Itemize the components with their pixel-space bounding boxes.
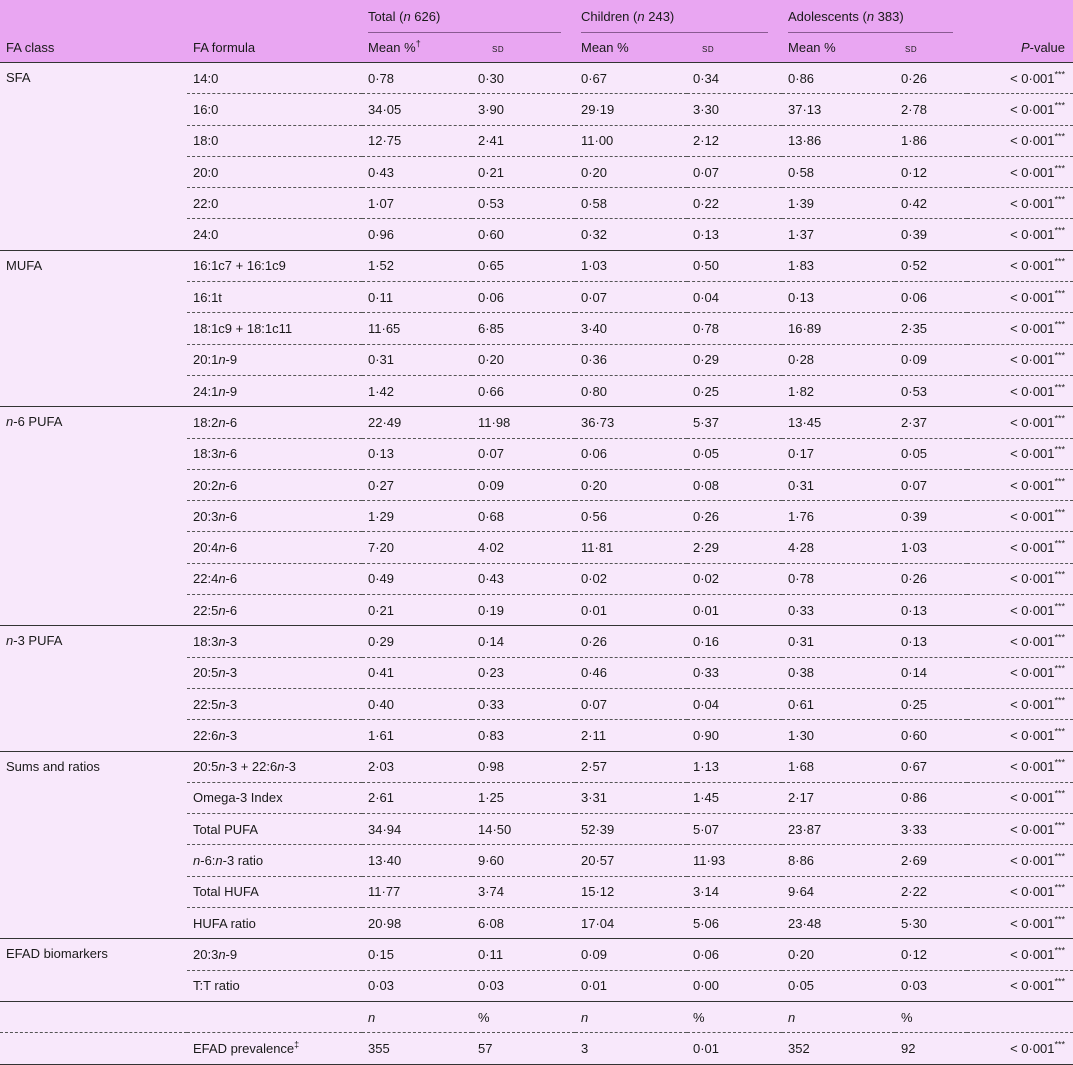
- total-sd-cell: 0·03: [472, 970, 575, 1001]
- total-mean-cell: 11·65: [362, 313, 472, 344]
- total-mean-cell: 1·52: [362, 250, 472, 281]
- pvalue-cell: < 0·001***: [967, 1033, 1073, 1064]
- col-header-pvalue: P-value: [1020, 40, 1066, 55]
- total-sd-cell: 2·41: [472, 125, 575, 156]
- total-sd-cell: 1·25: [472, 782, 575, 813]
- children-mean-cell: 0·07: [575, 282, 687, 313]
- adolescents-pct-cell: 92: [895, 1033, 967, 1064]
- table-row: [0, 626, 1073, 657]
- fa-formula-cell: 20:2n-6: [187, 469, 362, 500]
- children-sd-cell: 1·13: [687, 751, 782, 782]
- children-sd-cell: 0·16: [687, 626, 782, 657]
- children-mean-cell: 36·73: [575, 407, 687, 438]
- adolescents-n-cell: 352: [782, 1033, 895, 1064]
- total-sd-cell: 0·43: [472, 563, 575, 594]
- children-mean-cell: 3·31: [575, 782, 687, 813]
- total-mean-cell: 0·41: [362, 657, 472, 688]
- fa-formula-cell: 22:5n-3: [187, 688, 362, 719]
- children-mean-cell: 0·06: [575, 438, 687, 469]
- adolescents-mean-cell: 0·13: [782, 282, 895, 313]
- pvalue-cell: < 0·001***: [967, 657, 1073, 688]
- total-sd-cell: 0·83: [472, 720, 575, 751]
- total-sd-cell: 0·30: [472, 63, 575, 94]
- total-sd-cell: 0·53: [472, 188, 575, 219]
- total-sd-cell: 0·07: [472, 438, 575, 469]
- fa-formula-cell: 20:4n-6: [187, 532, 362, 563]
- children-sd-cell: 2·29: [687, 532, 782, 563]
- fa-class-cell: MUFA: [0, 250, 187, 406]
- children-mean-cell: 20·57: [575, 845, 687, 876]
- total-sd-cell: 0·60: [472, 219, 575, 250]
- adolescents-mean-cell: 1·83: [782, 250, 895, 281]
- total-mean-cell: 1·61: [362, 720, 472, 751]
- total-mean-cell: 0·03: [362, 970, 472, 1001]
- total-mean-cell: 7·20: [362, 532, 472, 563]
- total-mean-cell: 0·11: [362, 282, 472, 313]
- adolescents-sd-cell: 0·52: [895, 250, 967, 281]
- children-mean-cell: 15·12: [575, 876, 687, 907]
- children-sd-cell: 0·34: [687, 63, 782, 94]
- pvalue-cell: < 0·001***: [967, 407, 1073, 438]
- total-sd-cell: 3·74: [472, 876, 575, 907]
- adolescents-sd-cell: 0·39: [895, 219, 967, 250]
- pvalue-cell: < 0·001***: [967, 751, 1073, 782]
- adolescents-mean-cell: 0·31: [782, 626, 895, 657]
- adolescents-mean-cell: 0·61: [782, 688, 895, 719]
- group-header-children: Children (n 243): [575, 0, 782, 33]
- empty-cell: [0, 1001, 187, 1032]
- adolescents-mean-cell: 0·28: [782, 344, 895, 375]
- fa-formula-cell: 16:0: [187, 94, 362, 125]
- children-sd-cell: 3·14: [687, 876, 782, 907]
- adolescents-sd-cell: 0·09: [895, 344, 967, 375]
- children-sd-cell: 5·06: [687, 908, 782, 939]
- adolescents-sd-cell: 2·22: [895, 876, 967, 907]
- pvalue-cell: < 0·001***: [967, 438, 1073, 469]
- total-mean-cell: 2·61: [362, 782, 472, 813]
- pvalue-cell: < 0·001***: [967, 876, 1073, 907]
- adolescents-sd-cell: 0·13: [895, 595, 967, 626]
- adolescents-sd-cell: 2·37: [895, 407, 967, 438]
- pvalue-cell: < 0·001***: [967, 908, 1073, 939]
- empty-cell: [0, 1033, 187, 1064]
- adolescents-mean-cell: 8·86: [782, 845, 895, 876]
- total-sd-cell: 14·50: [472, 814, 575, 845]
- table-row: [0, 939, 1073, 970]
- pvalue-cell: < 0·001***: [967, 782, 1073, 813]
- total-sd-cell: 0·98: [472, 751, 575, 782]
- fa-class-cell: n-3 PUFA: [0, 626, 187, 751]
- pvalue-cell: < 0·001***: [967, 688, 1073, 719]
- children-sd-cell: 0·04: [687, 688, 782, 719]
- children-mean-cell: 0·26: [575, 626, 687, 657]
- col-header-children-mean: Mean %: [581, 40, 629, 55]
- pct-subheader: %: [472, 1001, 575, 1032]
- table-header: [0, 0, 1073, 63]
- total-mean-cell: 0·29: [362, 626, 472, 657]
- total-mean-cell: 0·96: [362, 219, 472, 250]
- group-header-adolescents: Adolescents (n 383): [782, 0, 967, 33]
- adolescents-sd-cell: 0·26: [895, 63, 967, 94]
- total-sd-cell: 0·68: [472, 501, 575, 532]
- total-mean-cell: 0·49: [362, 563, 472, 594]
- children-sd-cell: 0·26: [687, 501, 782, 532]
- group-header-total: Total (n 626): [362, 0, 575, 33]
- adolescents-mean-cell: 0·38: [782, 657, 895, 688]
- adolescents-mean-cell: 1·37: [782, 219, 895, 250]
- fa-formula-cell: 16:1c7 + 16:1c9: [187, 250, 362, 281]
- pvalue-cell: < 0·001***: [967, 626, 1073, 657]
- pvalue-cell: < 0·001***: [967, 344, 1073, 375]
- children-n-cell: 3: [575, 1033, 687, 1064]
- total-sd-cell: 3·90: [472, 94, 575, 125]
- children-mean-cell: 29·19: [575, 94, 687, 125]
- children-sd-cell: 0·05: [687, 438, 782, 469]
- adolescents-mean-cell: 1·82: [782, 375, 895, 406]
- fa-class-cell: n-6 PUFA: [0, 407, 187, 626]
- total-sd-cell: 0·09: [472, 469, 575, 500]
- adolescents-sd-cell: 2·78: [895, 94, 967, 125]
- adolescents-mean-cell: 0·78: [782, 563, 895, 594]
- children-mean-cell: 0·56: [575, 501, 687, 532]
- fa-formula-cell: Total HUFA: [187, 876, 362, 907]
- adolescents-mean-cell: 23·87: [782, 814, 895, 845]
- children-mean-cell: 52·39: [575, 814, 687, 845]
- adolescents-sd-cell: 0·53: [895, 375, 967, 406]
- pvalue-cell: < 0·001***: [967, 563, 1073, 594]
- col-header-children-sd: sd: [702, 43, 715, 55]
- total-mean-cell: 2·03: [362, 751, 472, 782]
- col-header-adolescents-sd: sd: [905, 43, 918, 55]
- children-mean-cell: 1·03: [575, 250, 687, 281]
- total-mean-cell: 0·40: [362, 688, 472, 719]
- pvalue-cell: < 0·001***: [967, 501, 1073, 532]
- pvalue-cell: < 0·001***: [967, 282, 1073, 313]
- children-sd-cell: 0·07: [687, 156, 782, 187]
- fa-formula-cell: n-6:n-3 ratio: [187, 845, 362, 876]
- children-sd-cell: 0·25: [687, 375, 782, 406]
- pvalue-cell: < 0·001***: [967, 156, 1073, 187]
- children-sd-cell: 0·90: [687, 720, 782, 751]
- children-mean-cell: 0·09: [575, 939, 687, 970]
- adolescents-sd-cell: 0·03: [895, 970, 967, 1001]
- adolescents-mean-cell: 16·89: [782, 313, 895, 344]
- total-sd-cell: 4·02: [472, 532, 575, 563]
- total-mean-cell: 22·49: [362, 407, 472, 438]
- total-sd-cell: 0·23: [472, 657, 575, 688]
- pvalue-cell: < 0·001***: [967, 939, 1073, 970]
- pvalue-cell: < 0·001***: [967, 814, 1073, 845]
- adolescents-mean-cell: 1·30: [782, 720, 895, 751]
- children-mean-cell: 0·20: [575, 156, 687, 187]
- children-sd-cell: 0·00: [687, 970, 782, 1001]
- children-sd-cell: 5·37: [687, 407, 782, 438]
- adolescents-sd-cell: 2·69: [895, 845, 967, 876]
- total-sd-cell: 0·14: [472, 626, 575, 657]
- children-mean-cell: 17·04: [575, 908, 687, 939]
- adolescents-mean-cell: 23·48: [782, 908, 895, 939]
- adolescents-sd-cell: 0·42: [895, 188, 967, 219]
- adolescents-sd-cell: 0·39: [895, 501, 967, 532]
- children-sd-cell: 3·30: [687, 94, 782, 125]
- adolescents-sd-cell: 5·30: [895, 908, 967, 939]
- pct-subheader: %: [895, 1001, 967, 1032]
- adolescents-mean-cell: 0·05: [782, 970, 895, 1001]
- count-subheader-row: [0, 1001, 1073, 1032]
- col-header-total-mean: Mean %†: [368, 38, 421, 55]
- children-sd-cell: 0·02: [687, 563, 782, 594]
- adolescents-sd-cell: 0·12: [895, 156, 967, 187]
- fa-formula-cell: 16:1t: [187, 282, 362, 313]
- adolescents-sd-cell: 3·33: [895, 814, 967, 845]
- adolescents-mean-cell: 13·86: [782, 125, 895, 156]
- group-n-children: (n 243): [633, 9, 675, 24]
- adolescents-mean-cell: 1·68: [782, 751, 895, 782]
- total-mean-cell: 1·42: [362, 375, 472, 406]
- children-mean-cell: 0·07: [575, 688, 687, 719]
- pvalue-cell: < 0·001***: [967, 250, 1073, 281]
- fa-formula-cell: 18:3n-3: [187, 626, 362, 657]
- total-mean-cell: 1·07: [362, 188, 472, 219]
- total-n-cell: 355: [362, 1033, 472, 1064]
- total-mean-cell: 11·77: [362, 876, 472, 907]
- children-sd-cell: 11·93: [687, 845, 782, 876]
- total-mean-cell: 20·98: [362, 908, 472, 939]
- adolescents-sd-cell: 0·05: [895, 438, 967, 469]
- fa-formula-cell: 22:4n-6: [187, 563, 362, 594]
- adolescents-sd-cell: 0·26: [895, 563, 967, 594]
- pvalue-cell: < 0·001***: [967, 63, 1073, 94]
- fa-formula-cell: EFAD prevalence‡: [187, 1033, 362, 1064]
- total-mean-cell: 0·27: [362, 469, 472, 500]
- pvalue-cell: < 0·001***: [967, 469, 1073, 500]
- fa-formula-cell: 24:1n-9: [187, 375, 362, 406]
- children-mean-cell: 0·02: [575, 563, 687, 594]
- total-mean-cell: 0·43: [362, 156, 472, 187]
- total-mean-cell: 0·13: [362, 438, 472, 469]
- adolescents-sd-cell: 1·03: [895, 532, 967, 563]
- fa-formula-cell: 20:0: [187, 156, 362, 187]
- pvalue-cell: < 0·001***: [967, 720, 1073, 751]
- fa-formula-cell: 18:3n-6: [187, 438, 362, 469]
- adolescents-mean-cell: 2·17: [782, 782, 895, 813]
- fa-class-cell: Sums and ratios: [0, 751, 187, 939]
- fa-formula-cell: 14:0: [187, 63, 362, 94]
- children-mean-cell: 0·32: [575, 219, 687, 250]
- fa-formula-cell: 20:5n-3: [187, 657, 362, 688]
- children-mean-cell: 0·58: [575, 188, 687, 219]
- total-mean-cell: 1·29: [362, 501, 472, 532]
- total-mean-cell: 0·21: [362, 595, 472, 626]
- n-subheader: n: [362, 1001, 472, 1032]
- pvalue-cell: < 0·001***: [967, 125, 1073, 156]
- children-sd-cell: 0·22: [687, 188, 782, 219]
- fa-formula-cell: 20:5n-3 + 22:6n-3: [187, 751, 362, 782]
- children-mean-cell: 0·80: [575, 375, 687, 406]
- children-sd-cell: 0·04: [687, 282, 782, 313]
- total-mean-cell: 34·94: [362, 814, 472, 845]
- children-sd-cell: 2·12: [687, 125, 782, 156]
- adolescents-mean-cell: 13·45: [782, 407, 895, 438]
- total-sd-cell: 0·33: [472, 688, 575, 719]
- adolescents-sd-cell: 2·35: [895, 313, 967, 344]
- empty-cell: [967, 1001, 1073, 1032]
- adolescents-mean-cell: 0·58: [782, 156, 895, 187]
- fa-formula-cell: 20:3n-9: [187, 939, 362, 970]
- children-mean-cell: 3·40: [575, 313, 687, 344]
- adolescents-sd-cell: 0·06: [895, 282, 967, 313]
- children-sd-cell: 0·06: [687, 939, 782, 970]
- total-mean-cell: 12·75: [362, 125, 472, 156]
- children-sd-cell: 5·07: [687, 814, 782, 845]
- total-pct-cell: 57: [472, 1033, 575, 1064]
- fa-formula-cell: 18:1c9 + 18:1c11: [187, 313, 362, 344]
- children-sd-cell: 0·33: [687, 657, 782, 688]
- adolescents-sd-cell: 0·67: [895, 751, 967, 782]
- fa-class-cell: EFAD biomarkers: [0, 939, 187, 1002]
- fa-formula-cell: 20:3n-6: [187, 501, 362, 532]
- pvalue-cell: < 0·001***: [967, 188, 1073, 219]
- total-mean-cell: 13·40: [362, 845, 472, 876]
- table-row: [0, 407, 1073, 438]
- col-header-total-sd: sd: [492, 43, 505, 55]
- adolescents-mean-cell: 1·39: [782, 188, 895, 219]
- adolescents-sd-cell: 0·12: [895, 939, 967, 970]
- n-subheader: n: [782, 1001, 895, 1032]
- children-sd-cell: 0·50: [687, 250, 782, 281]
- pvalue-cell: < 0·001***: [967, 313, 1073, 344]
- pvalue-cell: < 0·001***: [967, 532, 1073, 563]
- total-mean-cell: 0·78: [362, 63, 472, 94]
- children-mean-cell: 0·01: [575, 595, 687, 626]
- fa-formula-cell: Omega-3 Index: [187, 782, 362, 813]
- total-sd-cell: 11·98: [472, 407, 575, 438]
- children-mean-cell: 0·36: [575, 344, 687, 375]
- adolescents-sd-cell: 0·07: [895, 469, 967, 500]
- children-sd-cell: 0·78: [687, 313, 782, 344]
- children-pct-cell: 0·01: [687, 1033, 782, 1064]
- pvalue-cell: < 0·001***: [967, 970, 1073, 1001]
- fa-formula-cell: 22:0: [187, 188, 362, 219]
- adolescents-mean-cell: 1·76: [782, 501, 895, 532]
- total-sd-cell: 0·21: [472, 156, 575, 187]
- adolescents-mean-cell: 0·86: [782, 63, 895, 94]
- total-sd-cell: 6·08: [472, 908, 575, 939]
- fa-formula-cell: 18:2n-6: [187, 407, 362, 438]
- table-row: [0, 250, 1073, 281]
- adolescents-sd-cell: 1·86: [895, 125, 967, 156]
- children-sd-cell: 0·01: [687, 595, 782, 626]
- children-mean-cell: 2·11: [575, 720, 687, 751]
- fa-formula-cell: 22:5n-6: [187, 595, 362, 626]
- adolescents-mean-cell: 37·13: [782, 94, 895, 125]
- children-sd-cell: 0·08: [687, 469, 782, 500]
- n-subheader: n: [575, 1001, 687, 1032]
- children-sd-cell: 1·45: [687, 782, 782, 813]
- children-mean-cell: 2·57: [575, 751, 687, 782]
- adolescents-mean-cell: 4·28: [782, 532, 895, 563]
- adolescents-mean-cell: 0·31: [782, 469, 895, 500]
- total-sd-cell: 0·65: [472, 250, 575, 281]
- children-sd-cell: 0·13: [687, 219, 782, 250]
- adolescents-sd-cell: 0·13: [895, 626, 967, 657]
- total-sd-cell: 0·66: [472, 375, 575, 406]
- children-mean-cell: 0·46: [575, 657, 687, 688]
- fa-class-cell: SFA: [0, 63, 187, 251]
- fa-formula-cell: 22:6n-3: [187, 720, 362, 751]
- table-row: [0, 63, 1073, 94]
- children-mean-cell: 11·81: [575, 532, 687, 563]
- fa-formula-cell: 24:0: [187, 219, 362, 250]
- adolescents-sd-cell: 0·60: [895, 720, 967, 751]
- children-mean-cell: 0·67: [575, 63, 687, 94]
- total-mean-cell: 34·05: [362, 94, 472, 125]
- adolescents-sd-cell: 0·25: [895, 688, 967, 719]
- total-sd-cell: 9·60: [472, 845, 575, 876]
- efad-prevalence-row: [0, 1033, 1073, 1064]
- col-header-fa-class: FA class: [6, 40, 55, 55]
- table-body: [0, 63, 1073, 1065]
- adolescents-mean-cell: 0·20: [782, 939, 895, 970]
- table-row: [0, 751, 1073, 782]
- adolescents-mean-cell: 0·33: [782, 595, 895, 626]
- fa-formula-cell: Total PUFA: [187, 814, 362, 845]
- empty-cell: [187, 1001, 362, 1032]
- fa-formula-cell: 20:1n-9: [187, 344, 362, 375]
- adolescents-mean-cell: 9·64: [782, 876, 895, 907]
- group-n-adolescents: (n 383): [862, 9, 904, 24]
- total-sd-cell: 0·20: [472, 344, 575, 375]
- pvalue-cell: < 0·001***: [967, 375, 1073, 406]
- total-sd-cell: 0·06: [472, 282, 575, 313]
- fa-formula-cell: T:T ratio: [187, 970, 362, 1001]
- col-header-adolescents-mean: Mean %: [788, 40, 836, 55]
- total-sd-cell: 0·19: [472, 595, 575, 626]
- adolescents-mean-cell: 0·17: [782, 438, 895, 469]
- group-n-total: (n 626): [399, 9, 441, 24]
- total-sd-cell: 6·85: [472, 313, 575, 344]
- adolescents-sd-cell: 0·86: [895, 782, 967, 813]
- fa-formula-cell: HUFA ratio: [187, 908, 362, 939]
- pvalue-cell: < 0·001***: [967, 219, 1073, 250]
- children-sd-cell: 0·29: [687, 344, 782, 375]
- children-mean-cell: 0·20: [575, 469, 687, 500]
- pct-subheader: %: [687, 1001, 782, 1032]
- adolescents-sd-cell: 0·14: [895, 657, 967, 688]
- fa-formula-cell: 18:0: [187, 125, 362, 156]
- children-mean-cell: 11·00: [575, 125, 687, 156]
- pvalue-cell: < 0·001***: [967, 94, 1073, 125]
- col-header-fa-formula: FA formula: [193, 40, 256, 55]
- total-mean-cell: 0·15: [362, 939, 472, 970]
- children-mean-cell: 0·01: [575, 970, 687, 1001]
- pvalue-cell: < 0·001***: [967, 595, 1073, 626]
- total-mean-cell: 0·31: [362, 344, 472, 375]
- total-sd-cell: 0·11: [472, 939, 575, 970]
- pvalue-cell: < 0·001***: [967, 845, 1073, 876]
